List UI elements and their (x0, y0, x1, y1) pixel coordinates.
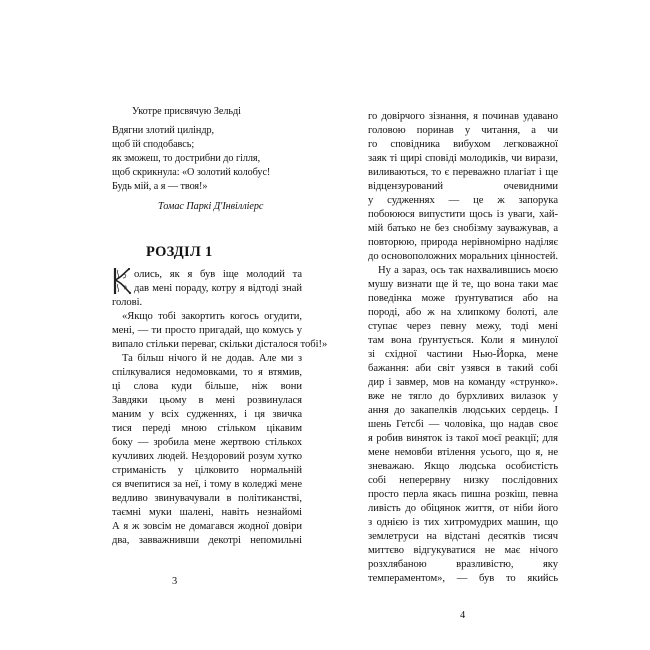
body-line: миттєво відгукуватися не має нічого (368, 545, 558, 556)
body-line: з однією із тих хитромудрих машин, що (368, 517, 558, 528)
body-line: зневажаю. Якщо людська особистість (368, 461, 558, 472)
body-line: дир і завмер, мов на команду «струнко». (368, 377, 558, 388)
body-line: кучливих людей. Нездоровий розум хутко (112, 451, 302, 462)
body-line: там вона ґрунтується. Коли я минулої (368, 335, 558, 346)
body-line: поведінка може ґрунтуватися або на (368, 293, 558, 304)
dropcap-ornament (112, 266, 132, 296)
body-line: ступає через певну межу, тоді мені (368, 321, 558, 332)
body-line: випало стільки переваг, скільки дісталося тобі!» (112, 339, 328, 350)
body-line: мені, — ти просто пригадай, що комусь у (112, 325, 302, 336)
body-line: мій батько не без снобізму зауважував, а (368, 223, 558, 234)
body-line: до основоположних моральних цінностей. (368, 251, 558, 262)
body-line: відцензурований очевидними (368, 181, 558, 192)
epigraph-line: щоб їй сподобавсь; (112, 139, 195, 150)
right-page (325, 0, 650, 650)
body-line: просто перла якась пишна розкіш, певна (368, 489, 558, 500)
body-line: Ну а зараз, ось так нахвалившись моєю (378, 265, 558, 276)
epigraph-line: як зможеш, то дострибни до гілля, (112, 153, 261, 164)
body-line: мене немовби втілення усього, що я, не (368, 447, 558, 458)
body-line: собі неперервну низку послідовних (368, 475, 558, 486)
body-line: я робив виняток із такої моєї реакції; для (368, 433, 558, 444)
body-line: голові. (112, 297, 143, 308)
body-line: землетруси на відстані десятків тисяч (368, 531, 558, 542)
body-line: розхлябаною вразливістю, яку (368, 559, 558, 570)
body-line: «Якщо тобі закортить когось огудити, (122, 311, 302, 322)
body-line: шень Гетсбі — чоловіка, що надав своє (368, 419, 558, 430)
body-line: темпераментом», — був то якийсь (368, 573, 558, 584)
body-line: таємні муки шалені, навіть незнайомі (112, 507, 302, 518)
body-line: го довірчого зізнання, я починав удавано (368, 111, 558, 122)
page-number: 3 (172, 576, 178, 587)
body-line: ся вчепитися за неї, і тому в коледжі мене (112, 479, 302, 490)
dedication: Укотре присвячую Зельді (132, 106, 241, 117)
body-line: маним у всіх судженнях, і ця звичка (112, 409, 302, 420)
body-line: зі східної частини Нью-Йорка, мене (368, 349, 558, 360)
body-line: заяк ті щирі сповіді молодиків, чи вирази, (368, 153, 558, 164)
epigraph-line: щоб скрикнула: «О золотий колобус! (112, 167, 271, 178)
body-line: А я ж зовсім не домагався жодної довіри (112, 521, 302, 532)
page-number: 4 (460, 610, 466, 621)
body-line: Завдяки цьому в мені розвинулася (112, 395, 302, 406)
body-line: породі, або ж на хлипкому болоті, але (368, 307, 558, 318)
body-line: ання до закапелків людських сердець. І (368, 405, 558, 416)
body-line: Та більш нічого й не додав. Але ми з (122, 353, 302, 364)
body-line: у судженнях — це ж запорука (368, 195, 558, 206)
body-line: повторюю, природа нерівномірно наділяє (368, 237, 558, 248)
body-line: два, завважнивши декотрі непомильні (112, 535, 302, 546)
epigraph-line: Будь мій, а я — твоя!» (112, 181, 208, 192)
body-line: го сповідника вибухом легковажної (368, 139, 558, 150)
body-line: виливаються, то є переважно плагіат і ще (368, 167, 558, 178)
body-line: спілкувалися недомовками, то я втямив, (112, 367, 302, 378)
body-line: вже не тягло до бурхливих вилазок у (368, 391, 558, 402)
body-line: тися переді мною стільком цікавим (112, 423, 302, 434)
chapter-title: РОЗДІЛ 1 (146, 244, 213, 260)
body-line: побоююся випустити щось із уваги, хай- (368, 209, 558, 220)
body-line: головою поринав у читання, а чи (368, 125, 558, 136)
epigraph-line: Вдягни злотий циліндр, (112, 125, 215, 136)
body-line: ці слова куди більше, ніж вони (112, 381, 302, 392)
epigraph-attribution: Томас Паркі Д'Інвілліерс (158, 201, 264, 212)
body-line: бажання: аби світ узявся в такий собі (368, 363, 558, 374)
body-line: ливість до обіцянок життя, от ніби його (368, 503, 558, 514)
body-line: стриманість у цілковито нормальній (112, 465, 302, 476)
body-line: дав мені пораду, котру я відтоді знай (134, 283, 302, 294)
body-line: мушу визнати ще й те, що вона таки має (368, 279, 558, 290)
body-line: боку — зробила мене жертвою стількох (112, 437, 302, 448)
body-first-line: олись, як я був іще молодий та (134, 269, 302, 280)
body-line: ведливо звинувачували в політиканстві, (112, 493, 302, 504)
